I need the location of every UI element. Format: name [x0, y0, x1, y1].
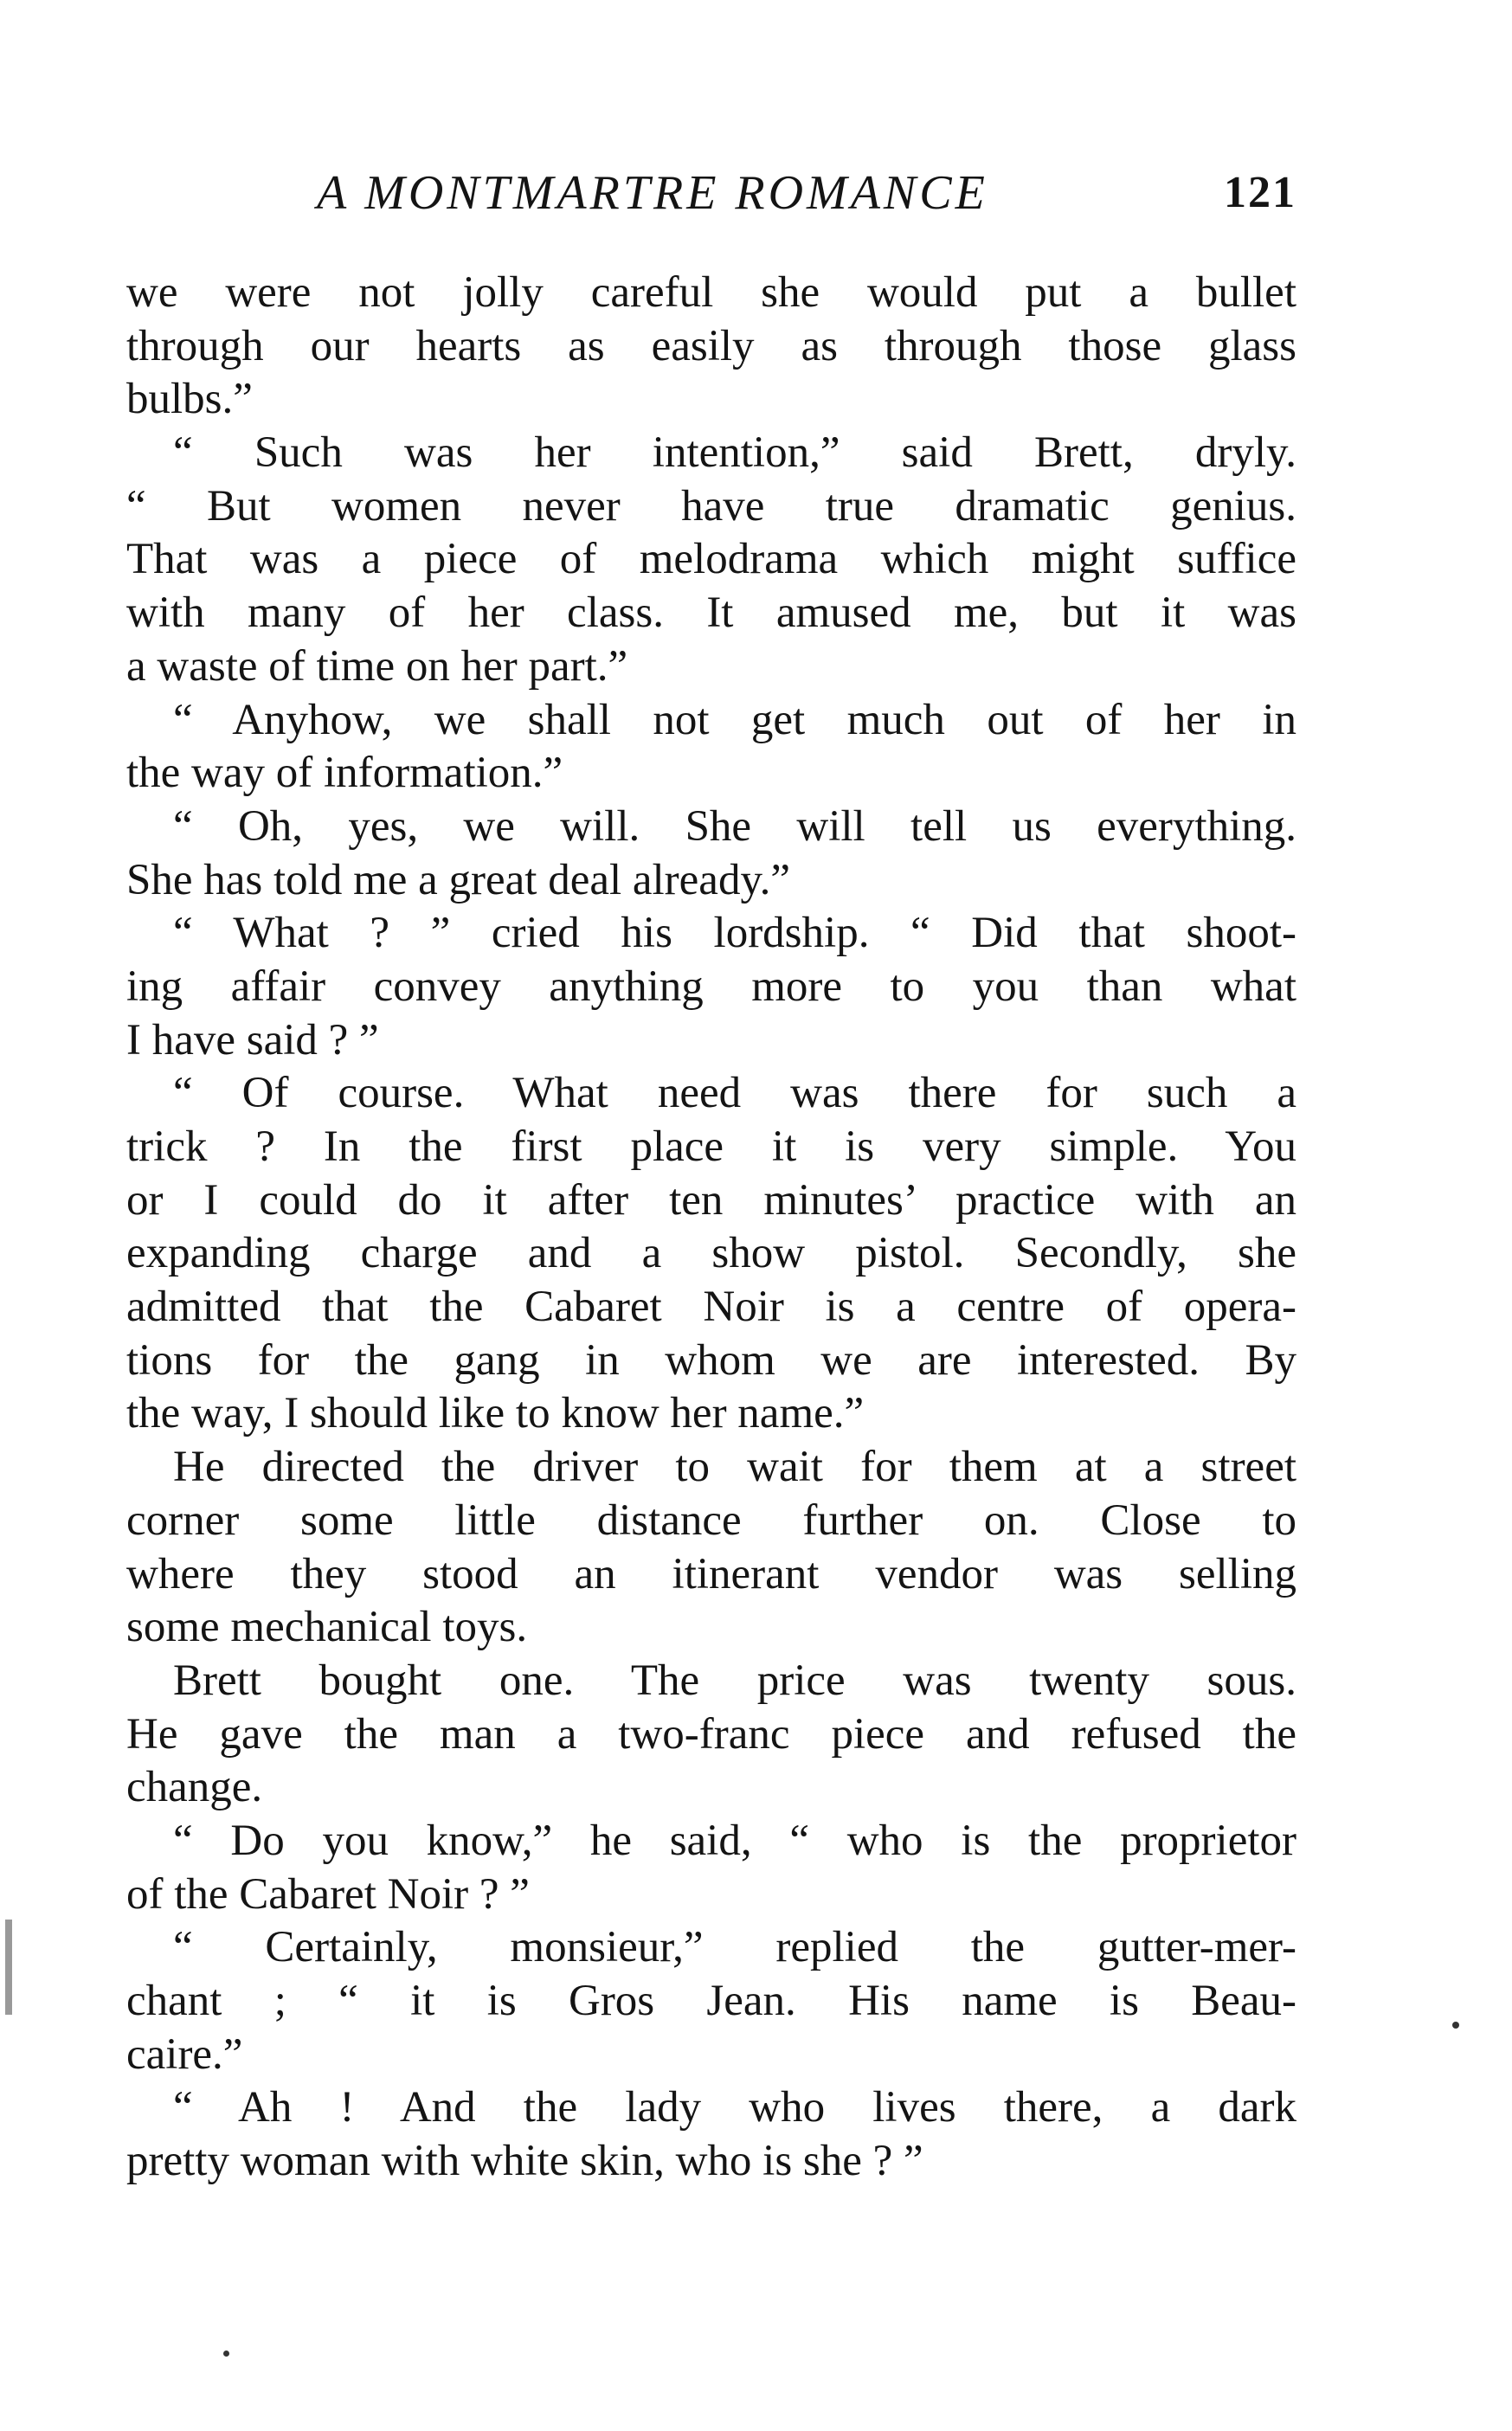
- text-line: “ But women never have true dramatic genius.: [126, 481, 1296, 531]
- text-line: of the Cabaret Noir ? ”: [126, 1869, 530, 1919]
- text-line: “ Do you know,” he said, “ who is the proprietor: [173, 1816, 1296, 1865]
- text-line: some mechanical toys.: [126, 1603, 528, 1652]
- text-line: expanding charge and a show pistol. Secondly, she: [126, 1229, 1296, 1278]
- running-title: A MONTMARTRE ROMANCE: [317, 166, 988, 220]
- text-line: or I could do it after ten minutes’ practice with an: [126, 1175, 1296, 1225]
- text-line: chant ; “ it is Gros Jean. His name is Beau-: [126, 1977, 1296, 2025]
- text-line: through our hearts as easily as through those glass: [126, 321, 1296, 370]
- text-line: She has told me a great deal already.”: [126, 855, 791, 904]
- text-line: bulbs.”: [126, 375, 253, 424]
- text-line: the way, I should like to know her name.”: [126, 1389, 865, 1438]
- text-line: pretty woman with white skin, who is she ? ”: [126, 2137, 923, 2186]
- text-line: “ Oh, yes, we will. She will tell us everything.: [173, 801, 1296, 851]
- text-line: a waste of time on her part.”: [126, 641, 628, 691]
- text-line: we were not jolly careful she would put a bullet: [126, 268, 1296, 317]
- text-line: change.: [126, 1763, 263, 1812]
- text-line: caire.”: [126, 2029, 243, 2079]
- text-line: trick ? In the first place it is very simple. You: [126, 1122, 1296, 1171]
- text-line: “ Ah ! And the lady who lives there, a dark: [173, 2083, 1296, 2132]
- text-line: “ Certainly, monsieur,” replied the gutter-mer-: [173, 1923, 1296, 1972]
- text-line: corner some little distance further on. Close to: [126, 1495, 1296, 1545]
- text-line: the way of information.”: [126, 749, 563, 798]
- body-text: [126, 267, 1296, 2189]
- text-line: He directed the driver to wait for them at a street: [173, 1443, 1296, 1492]
- text-line: admitted that the Cabaret Noir is a centre of opera-: [126, 1283, 1296, 1332]
- text-line: with many of her class. It amused me, but it was: [126, 588, 1296, 638]
- text-line: “ Of course. What need was there for such a: [173, 1069, 1296, 1118]
- text-line: “ What ? ” cried his lordship. “ Did that shoot-: [173, 909, 1296, 958]
- text-line: That was a piece of melodrama which might suffice: [126, 535, 1296, 584]
- text-line: “ Such was her intention,” said Brett, dryly.: [173, 428, 1296, 478]
- margin-dot: [223, 2351, 229, 2357]
- text-line: where they stood an itinerant vendor was selling: [126, 1549, 1296, 1598]
- running-head: [126, 163, 1296, 223]
- text-line: ing affair convey anything more to you than what: [126, 961, 1296, 1011]
- margin-dot: [1452, 2022, 1459, 2029]
- margin-scan-mark: [5, 1920, 12, 2015]
- text-line: tions for the gang in whom we are interested. By: [126, 1335, 1296, 1385]
- page-number: 121: [1224, 168, 1296, 217]
- text-line: I have said ? ”: [126, 1015, 379, 1064]
- text-line: He gave the man a two-franc piece and refused the: [126, 1709, 1296, 1759]
- text-line: Brett bought one. The price was twenty sous.: [173, 1656, 1296, 1705]
- text-line: “ Anyhow, we shall not get much out of her in: [173, 695, 1296, 744]
